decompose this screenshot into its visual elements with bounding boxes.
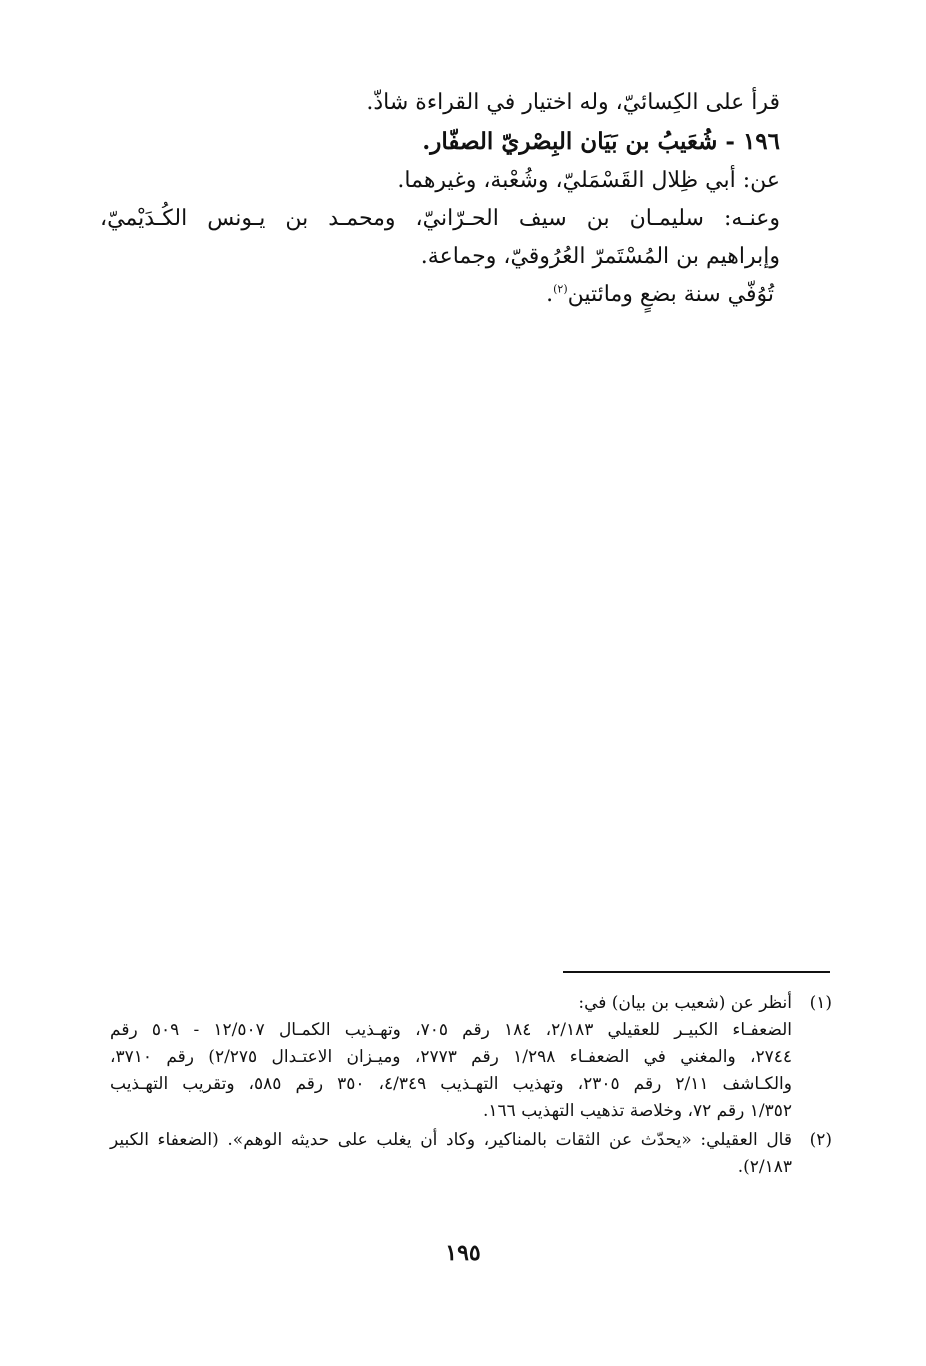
footnote-number: (١)	[809, 993, 832, 1013]
footnote-ref-2: (٢)	[553, 282, 568, 296]
main-text	[100, 84, 780, 314]
students-line-1: وعنـه: سليمـان بن سيف الحـرّانيّ، ومحمـد بن يـونس الكُـدَيْميّ،	[100, 206, 780, 231]
footnote-number: (٢)	[809, 1130, 832, 1150]
death-line	[100, 276, 780, 314]
footnote-line: والكـاشف ٢/١١ رقم ٢٣٠٥، وتهذيب التهـذيب ٤/٣٤٩، ٣٥٠ رقم ٥٨٥، وتقريب التهـذيب	[110, 1074, 792, 1094]
footnote-line: الضعفـاء الكبيـر للعقيلي ٢/١٨٣، ١٨٤ رقم ٧٠٥، وتهـذيب الكمـال ١٢/٥٠٧ - ٥٠٩ رقم	[110, 1020, 792, 1040]
footnotes	[110, 990, 832, 1181]
footnote-body	[110, 1127, 792, 1181]
death-text: تُوُفّي سنة بضعٍ ومائتين	[567, 282, 774, 307]
footnote-line: ٢/١٨٣).	[737, 1157, 792, 1177]
footnote-body	[110, 990, 792, 1125]
footnote-line: ٢٧٤٤، والمغني في الضعفـاء ١/٢٩٨ رقم ٢٧٧٣، وميـزان الاعتـدال ٢/٢٧٥) رقم ٣٧١٠،	[110, 1047, 792, 1067]
footnote-line: قال العقيلي: «يحدّث عن الثقات بالمناكير، وكاد أن يغلب على حديثه الوهم». (الضعفاء الكبير	[110, 1130, 792, 1150]
footnote-separator	[563, 971, 830, 973]
text-line-kisai: قرأ على الكِسائيّ، وله اختيار في القراءة شاذّ.	[366, 90, 780, 115]
footnote-line: أنظر عن (شعيب بن بيان) في:	[578, 993, 792, 1013]
students-line-2: وإبراهيم بن المُسْتَمرّ العُرُوقيّ، وجماعة.	[420, 244, 780, 269]
footnote-2	[110, 1127, 832, 1181]
page-number: ١٩٥	[445, 1240, 481, 1266]
death-line-end: .	[546, 282, 554, 307]
entry-heading: ١٩٦ - شُعَيبُ بن بَيَان البِصْريّ الصفّار.	[422, 128, 780, 155]
footnote-line: ١/٣٥٢ رقم ٧٢، وخلاصة تذهيب التهذيب ١٦٦.	[483, 1101, 792, 1121]
footnote-1	[110, 990, 832, 1125]
teachers-line: عن: أبي ظِلال القَسْمَليّ، وشُعْبة، وغيرهما.	[397, 168, 780, 193]
